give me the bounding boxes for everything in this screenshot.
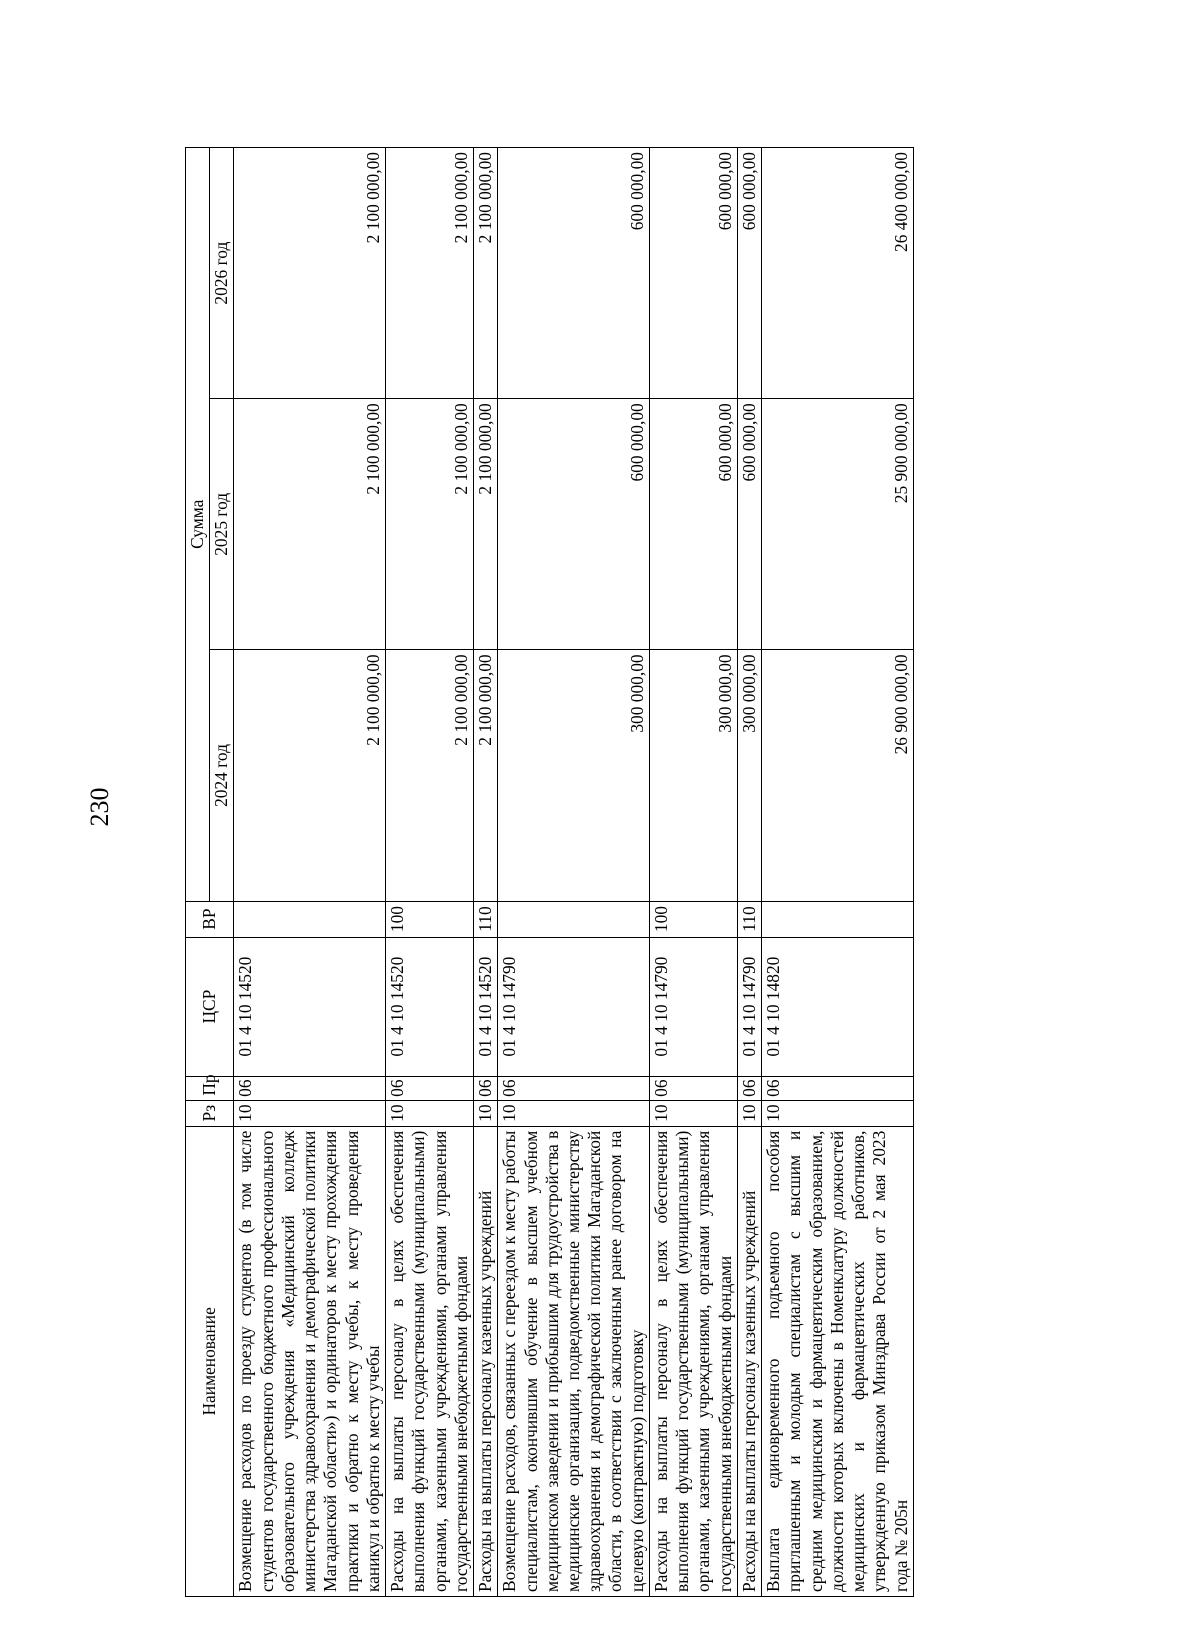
row-pr: 06 [386, 1076, 474, 1100]
table-row [737, 148, 761, 1597]
row-name: Возмещение расходов, связанных с переездом к месту работы специалистам, окончившим обучение в высшем учебном медицинском заведении и прибывшим для трудоустройства в медицинские организации, подведомственные министерству здравоохранения и демографической политики Магаданской области, в соответствии с заключенным ранее договором на целевую (контрактную) подготовку [498, 1126, 650, 1596]
row-csr: 01 4 10 14790 [498, 937, 650, 1076]
row-2026: 600 000,00 [737, 148, 761, 399]
row-2026: 600 000,00 [649, 148, 737, 399]
row-pr: 06 [762, 1076, 914, 1100]
row-vr [762, 901, 914, 937]
row-2026: 2 100 000,00 [234, 148, 386, 399]
header-vr: ВР [186, 901, 234, 937]
row-pr: 06 [498, 1076, 650, 1100]
row-2024: 2 100 000,00 [474, 650, 498, 901]
table-row [474, 148, 498, 1597]
row-csr: 01 4 10 14520 [474, 937, 498, 1076]
row-csr: 01 4 10 14790 [737, 937, 761, 1076]
table-row [498, 148, 650, 1597]
row-rz: 10 [498, 1100, 650, 1126]
row-name: Расходы на выплаты персоналу в целях обеспечения выполнения функций государственными (муниципальными) органами, казенными учреждениями, органами управления государственными внебюджетными фондами [649, 1126, 737, 1596]
row-rz: 10 [234, 1100, 386, 1126]
row-name: Возмещение расходов по проезду студентов (в том числе студентов государственного бюджетного профессионального образовательного учреждения «Медицинский колледж министерства здравоохранения и демографической политики Магаданской области») и ординаторов к месту прохождения практики и обратно к месту учебы, к месту проведения каникул и обратно к месту учебы [234, 1126, 386, 1596]
row-2025: 600 000,00 [737, 399, 761, 650]
header-2025: 2025 год [210, 399, 234, 650]
header-rz: Рз [186, 1100, 234, 1126]
row-csr: 01 4 10 14520 [234, 937, 386, 1076]
row-2026: 2 100 000,00 [386, 148, 474, 399]
row-2024: 2 100 000,00 [386, 650, 474, 901]
row-name: Расходы на выплаты персоналу казенных учреждений [737, 1126, 761, 1596]
row-csr: 01 4 10 14520 [386, 937, 474, 1076]
row-name: Расходы на выплаты персоналу казенных учреждений [474, 1126, 498, 1596]
header-2024: 2024 год [210, 650, 234, 901]
row-2024: 300 000,00 [737, 650, 761, 901]
row-2025: 600 000,00 [649, 399, 737, 650]
table-row [234, 148, 386, 1597]
header-row-1 [186, 148, 210, 1597]
row-vr [498, 901, 650, 937]
row-2026: 26 400 000,00 [762, 148, 914, 399]
row-2025: 600 000,00 [498, 399, 650, 650]
row-2026: 2 100 000,00 [474, 148, 498, 399]
row-name: Выплата единовременного подъемного пособия приглашенным и молодым специалистам с высшим и средним медицинским и фармацевтическим образованием, должности которых включены в Номенклатуру должностей медицинских и фармацевтических работников, утвержденную приказом Минздрава России от 2 мая 2023 года № 205н [762, 1126, 914, 1596]
row-rz: 10 [474, 1100, 498, 1126]
row-2026: 600 000,00 [498, 148, 650, 399]
header-name: Наименование [186, 1126, 234, 1596]
rotated-table-wrapper [185, 147, 1115, 1597]
row-2024: 26 900 000,00 [762, 650, 914, 901]
row-2024: 2 100 000,00 [234, 650, 386, 901]
row-2024: 300 000,00 [498, 650, 650, 901]
row-pr: 06 [649, 1076, 737, 1100]
header-sum: Сумма [186, 148, 210, 902]
row-2025: 2 100 000,00 [234, 399, 386, 650]
row-vr: 110 [474, 901, 498, 937]
table-row [386, 148, 474, 1597]
row-rz: 10 [762, 1100, 914, 1126]
row-pr: 06 [234, 1076, 386, 1100]
row-2024: 300 000,00 [649, 650, 737, 901]
table-row [762, 148, 914, 1597]
header-2026: 2026 год [210, 148, 234, 399]
row-pr: 06 [474, 1076, 498, 1100]
row-vr [234, 901, 386, 937]
row-vr: 110 [737, 901, 761, 937]
row-2025: 25 900 000,00 [762, 399, 914, 650]
table-row [649, 148, 737, 1597]
header-csr: ЦСР [186, 937, 234, 1076]
header-pr: Пр [186, 1076, 234, 1100]
page-number: 230 [85, 787, 114, 827]
row-rz: 10 [649, 1100, 737, 1126]
row-pr: 06 [737, 1076, 761, 1100]
row-vr: 100 [649, 901, 737, 937]
row-csr: 01 4 10 14820 [762, 937, 914, 1076]
row-rz: 10 [386, 1100, 474, 1126]
row-2025: 2 100 000,00 [474, 399, 498, 650]
row-name: Расходы на выплаты персоналу в целях обеспечения выполнения функций государственными (муниципальными) органами, казенными учреждениями, органами управления государственными внебюджетными фондами [386, 1126, 474, 1596]
budget-table [185, 147, 914, 1597]
row-csr: 01 4 10 14790 [649, 937, 737, 1076]
row-2025: 2 100 000,00 [386, 399, 474, 650]
row-vr: 100 [386, 901, 474, 937]
row-rz: 10 [737, 1100, 761, 1126]
